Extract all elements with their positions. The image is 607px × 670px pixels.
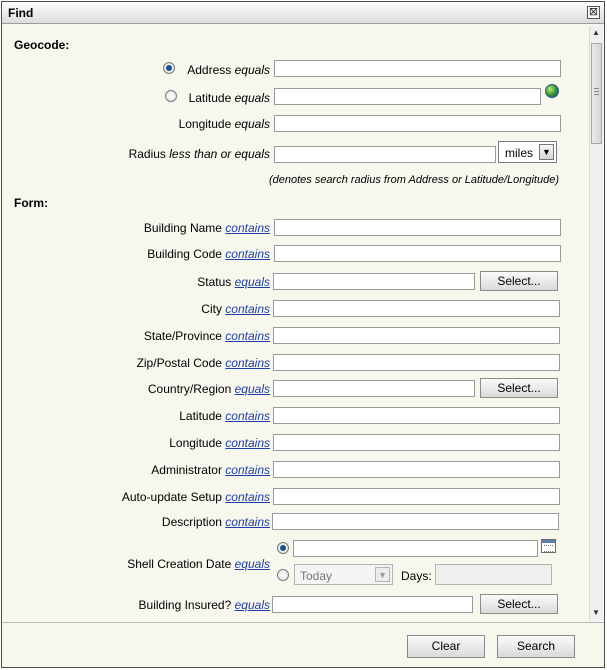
insured-op-link[interactable]: equals — [234, 598, 270, 612]
globe-icon[interactable] — [545, 84, 559, 98]
administrator-input[interactable] — [273, 461, 560, 478]
country-input[interactable] — [273, 380, 475, 397]
building-name-op-link[interactable]: contains — [225, 221, 270, 235]
auto-update-label: Auto-update Setup contains — [121, 490, 270, 504]
auto-update-input[interactable] — [273, 488, 560, 505]
days-input[interactable] — [435, 564, 552, 585]
city-input[interactable] — [273, 300, 560, 317]
country-op-link[interactable]: equals — [234, 382, 270, 396]
status-op-link[interactable]: equals — [234, 275, 270, 289]
latitude-form-input[interactable] — [273, 407, 560, 424]
title-bar — [2, 2, 604, 24]
shell-date-op-link[interactable]: equals — [234, 557, 270, 571]
description-op-link[interactable]: contains — [225, 515, 270, 529]
longitude-form-input[interactable] — [273, 434, 560, 451]
building-code-label: Building Code contains — [147, 247, 270, 261]
latitude-input[interactable] — [274, 88, 541, 105]
address-label: Address equals — [187, 63, 270, 77]
scroll-up-icon[interactable]: ▲ — [592, 28, 600, 37]
address-radio[interactable] — [163, 62, 175, 74]
administrator-label: Administrator contains — [151, 463, 270, 477]
radius-unit-value: miles — [505, 146, 534, 160]
dialog-title: Find — [8, 6, 34, 20]
longitude-form-label: Longitude contains — [169, 436, 270, 450]
zip-label: Zip/Postal Code contains — [136, 356, 270, 370]
longitude-label: Longitude equals — [178, 117, 270, 131]
status-input[interactable] — [273, 273, 475, 290]
state-op-link[interactable]: contains — [225, 329, 270, 343]
grip-icon — [594, 88, 599, 95]
radius-note: (denotes search radius from Address or Latitude/Longitude) — [268, 174, 559, 186]
vertical-scrollbar[interactable] — [589, 26, 603, 621]
state-label: State/Province contains — [143, 329, 270, 343]
shell-date-relative-select[interactable] — [294, 564, 393, 585]
zip-input[interactable] — [273, 354, 560, 371]
insured-label: Building Insured? equals — [138, 598, 270, 612]
description-input[interactable] — [272, 513, 559, 530]
chevron-down-icon[interactable]: ▼ — [539, 144, 554, 160]
city-op-link[interactable]: contains — [225, 302, 270, 316]
address-input[interactable] — [274, 60, 561, 77]
city-label: City contains — [201, 302, 270, 316]
insured-input[interactable] — [272, 596, 473, 613]
status-select-button[interactable]: Select... — [480, 271, 558, 291]
scroll-thumb[interactable] — [591, 43, 602, 144]
dialog-footer — [2, 622, 604, 667]
building-name-input[interactable] — [274, 219, 561, 236]
shell-date-relative-radio[interactable] — [277, 569, 289, 581]
shell-date-input[interactable] — [293, 540, 538, 557]
state-input[interactable] — [273, 327, 560, 344]
shell-date-exact-radio[interactable] — [277, 542, 289, 554]
building-code-op-link[interactable]: contains — [225, 247, 270, 261]
building-code-input[interactable] — [274, 245, 561, 262]
radius-label: Radius less than or equals — [128, 147, 270, 161]
description-label: Description contains — [161, 515, 270, 529]
building-name-label: Building Name contains — [143, 221, 270, 235]
latitude-form-label: Latitude contains — [179, 409, 270, 423]
insured-select-button[interactable]: Select... — [480, 594, 558, 614]
longitude-form-op-link[interactable]: contains — [225, 436, 270, 450]
radius-unit-select[interactable] — [498, 141, 557, 163]
form-section-title: Form: — [14, 196, 48, 210]
close-icon[interactable]: ⊠ — [588, 6, 599, 18]
auto-update-op-link[interactable]: contains — [225, 490, 270, 504]
scroll-down-icon[interactable]: ▼ — [592, 608, 600, 617]
country-select-button[interactable]: Select... — [480, 378, 558, 398]
administrator-op-link[interactable]: contains — [225, 463, 270, 477]
clear-button[interactable]: Clear — [407, 635, 485, 658]
zip-op-link[interactable]: contains — [225, 356, 270, 370]
search-button[interactable]: Search — [497, 635, 575, 658]
country-label: Country/Region equals — [147, 382, 270, 396]
latitude-form-op-link[interactable]: contains — [225, 409, 270, 423]
radius-input[interactable] — [274, 146, 496, 163]
find-dialog — [1, 1, 605, 668]
days-label: Days: — [401, 569, 432, 583]
form-scroll-area[interactable] — [4, 26, 588, 621]
calendar-icon[interactable] — [541, 539, 556, 553]
status-label: Status equals — [197, 275, 270, 289]
shell-date-relative-value: Today — [300, 569, 333, 583]
latitude-radio[interactable] — [165, 90, 177, 102]
longitude-input[interactable] — [274, 115, 561, 132]
shell-date-label: Shell Creation Date equals — [127, 557, 270, 571]
chevron-down-icon[interactable]: ▼ — [375, 567, 390, 582]
latitude-label: Latitude equals — [188, 91, 270, 105]
geocode-section-title: Geocode: — [14, 38, 70, 52]
